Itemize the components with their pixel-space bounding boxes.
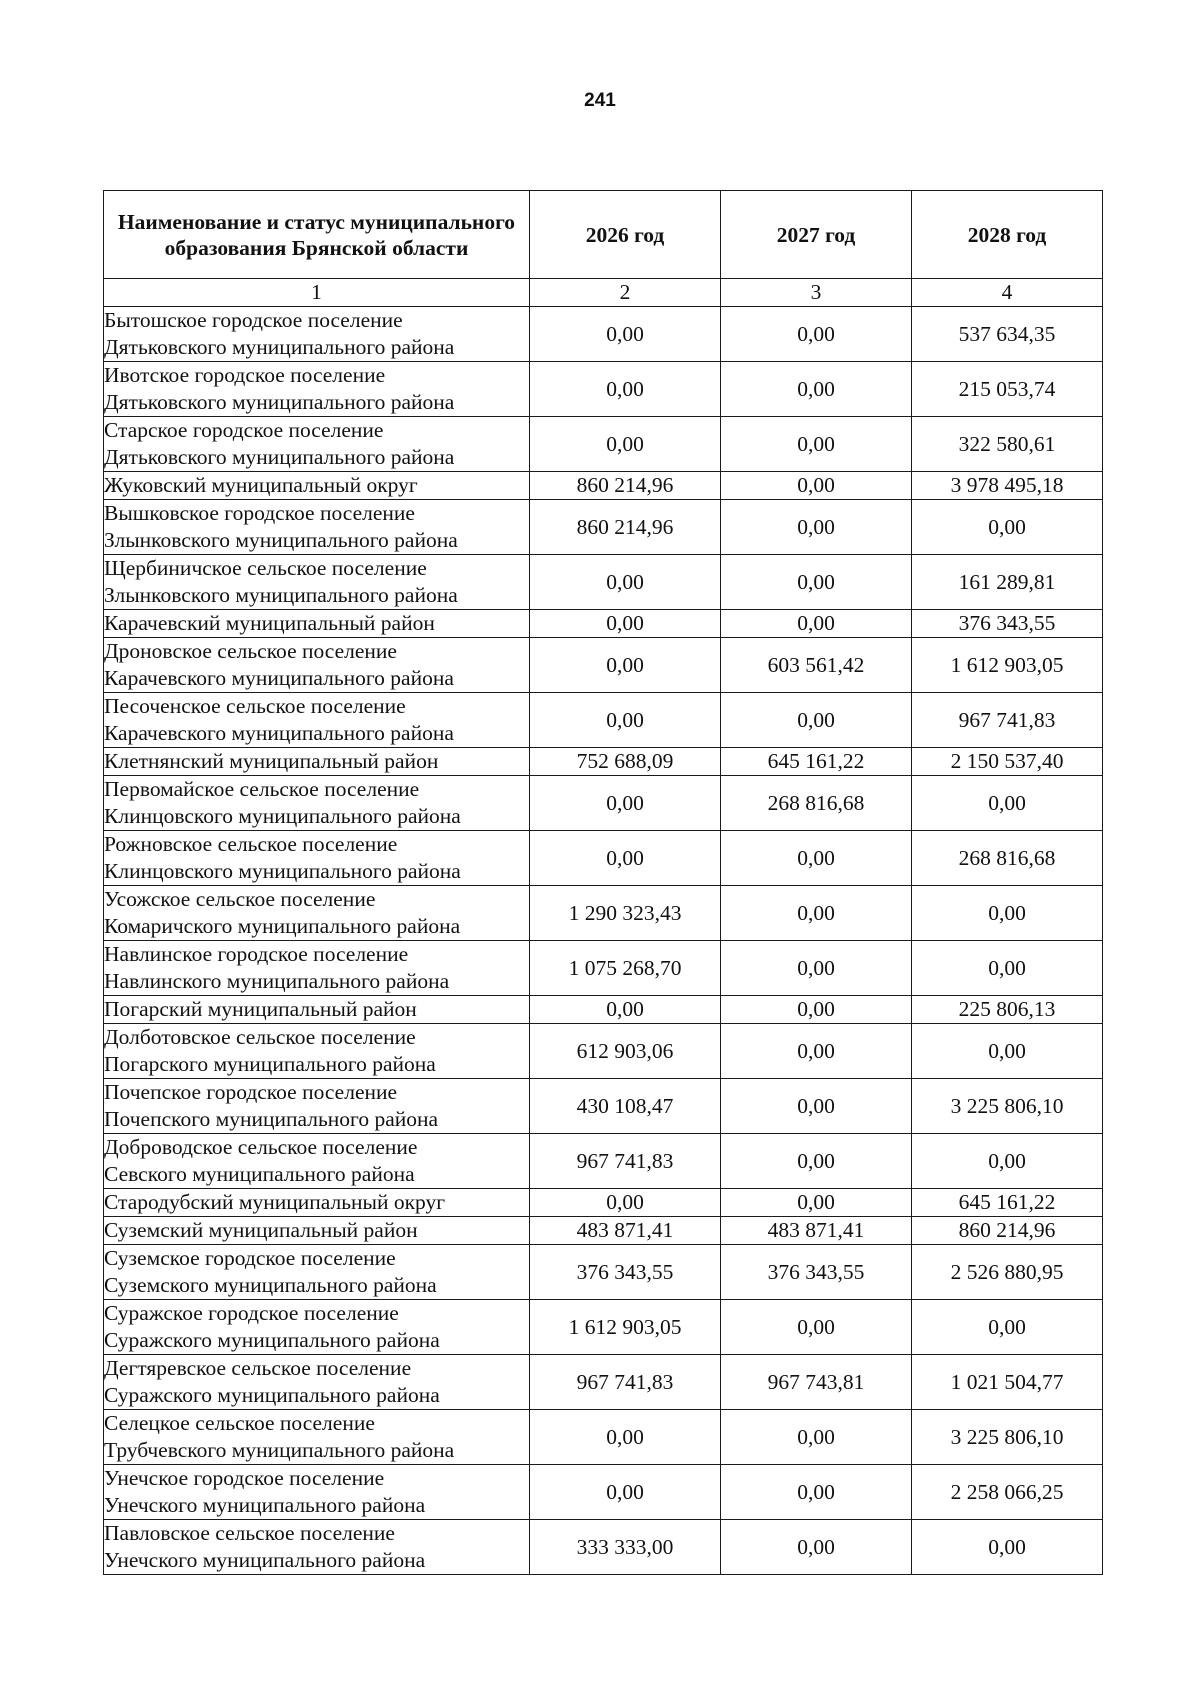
municipality-name bbox=[104, 776, 530, 831]
municipality-name bbox=[104, 1245, 530, 1300]
table-row bbox=[104, 1465, 1103, 1520]
value-2028: 0,00 bbox=[912, 1520, 1103, 1575]
municipality-name-line: Стародубский муниципальный округ bbox=[104, 1190, 446, 1214]
table-row bbox=[104, 748, 1103, 776]
header-2027: 2027 год bbox=[721, 191, 912, 279]
municipality-name-line: Карачевского муниципального района bbox=[104, 721, 454, 745]
municipality-name bbox=[104, 693, 530, 748]
municipality-name bbox=[104, 1300, 530, 1355]
municipality-name-line: Павловское сельское поселение bbox=[104, 1521, 395, 1545]
value-2027: 0,00 bbox=[721, 1024, 912, 1079]
value-2026: 1 612 903,05 bbox=[530, 1300, 721, 1355]
value-2026: 0,00 bbox=[530, 417, 721, 472]
municipality-name bbox=[104, 417, 530, 472]
value-2026: 967 741,83 bbox=[530, 1134, 721, 1189]
municipality-name-line: Карачевский муниципальный район bbox=[104, 611, 435, 635]
table-header-row bbox=[104, 191, 1103, 279]
municipality-name bbox=[104, 748, 530, 776]
value-2027: 0,00 bbox=[721, 1410, 912, 1465]
table-row bbox=[104, 1355, 1103, 1410]
table-row bbox=[104, 610, 1103, 638]
table-row bbox=[104, 307, 1103, 362]
municipality-name bbox=[104, 886, 530, 941]
municipality-name bbox=[104, 941, 530, 996]
value-2027: 0,00 bbox=[721, 472, 912, 500]
header-2026: 2026 год bbox=[530, 191, 721, 279]
table-row bbox=[104, 1189, 1103, 1217]
municipality-name bbox=[104, 610, 530, 638]
municipality-name-line: Севского муниципального района bbox=[104, 1162, 415, 1186]
value-2026: 0,00 bbox=[530, 831, 721, 886]
value-2027: 0,00 bbox=[721, 1465, 912, 1520]
value-2027: 0,00 bbox=[721, 500, 912, 555]
value-2028: 161 289,81 bbox=[912, 555, 1103, 610]
value-2026: 0,00 bbox=[530, 1189, 721, 1217]
table-row bbox=[104, 831, 1103, 886]
value-2028: 376 343,55 bbox=[912, 610, 1103, 638]
value-2028: 322 580,61 bbox=[912, 417, 1103, 472]
table-row bbox=[104, 1024, 1103, 1079]
table-row bbox=[104, 693, 1103, 748]
municipality-name-line: Суражского муниципального района bbox=[104, 1383, 440, 1407]
municipality-name-line: Комаричского муниципального района bbox=[104, 914, 461, 938]
value-2027: 268 816,68 bbox=[721, 776, 912, 831]
value-2026: 0,00 bbox=[530, 362, 721, 417]
value-2027: 0,00 bbox=[721, 307, 912, 362]
municipality-name-line: Навлинского муниципального района bbox=[104, 969, 450, 993]
municipality-name bbox=[104, 555, 530, 610]
value-2026: 1 290 323,43 bbox=[530, 886, 721, 941]
municipality-name-line: Унечское городское поселение bbox=[104, 1466, 385, 1490]
value-2028: 3 225 806,10 bbox=[912, 1410, 1103, 1465]
municipality-name bbox=[104, 1217, 530, 1245]
value-2028: 2 150 537,40 bbox=[912, 748, 1103, 776]
table-row bbox=[104, 362, 1103, 417]
municipality-name bbox=[104, 362, 530, 417]
table-row bbox=[104, 996, 1103, 1024]
table-row bbox=[104, 1300, 1103, 1355]
municipality-name-line: Бытошское городское поселение bbox=[104, 308, 403, 332]
table-row bbox=[104, 555, 1103, 610]
value-2026: 0,00 bbox=[530, 307, 721, 362]
value-2026: 0,00 bbox=[530, 555, 721, 610]
value-2027: 0,00 bbox=[721, 610, 912, 638]
municipality-name-line: Дятьковского муниципального района bbox=[104, 335, 455, 359]
municipality-name-line: Жуковский муниципальный округ bbox=[104, 473, 418, 497]
value-2026: 0,00 bbox=[530, 1465, 721, 1520]
value-2027: 0,00 bbox=[721, 1189, 912, 1217]
table-row bbox=[104, 1245, 1103, 1300]
municipality-name-line: Унечского муниципального района bbox=[104, 1493, 426, 1517]
table-row bbox=[104, 1134, 1103, 1189]
column-number: 3 bbox=[721, 279, 912, 307]
municipality-name-line: Клетнянский муниципальный район bbox=[104, 749, 439, 773]
value-2026: 0,00 bbox=[530, 638, 721, 693]
municipality-name bbox=[104, 1189, 530, 1217]
table-row bbox=[104, 500, 1103, 555]
value-2026: 0,00 bbox=[530, 693, 721, 748]
value-2028: 1 612 903,05 bbox=[912, 638, 1103, 693]
value-2026: 612 903,06 bbox=[530, 1024, 721, 1079]
table-row bbox=[104, 1079, 1103, 1134]
value-2028: 3 978 495,18 bbox=[912, 472, 1103, 500]
value-2028: 215 053,74 bbox=[912, 362, 1103, 417]
municipality-name-line: Клинцовского муниципального района bbox=[104, 859, 461, 883]
value-2028: 537 634,35 bbox=[912, 307, 1103, 362]
municipality-name-line: Старское городское поселение bbox=[104, 418, 384, 442]
value-2027: 0,00 bbox=[721, 1520, 912, 1575]
table-row bbox=[104, 941, 1103, 996]
municipality-name-line: Почепского муниципального района bbox=[104, 1107, 439, 1131]
value-2028: 2 258 066,25 bbox=[912, 1465, 1103, 1520]
municipality-name-line: Злынковского муниципального района bbox=[104, 583, 458, 607]
value-2027: 376 343,55 bbox=[721, 1245, 912, 1300]
column-number-row bbox=[104, 279, 1103, 307]
header-name: Наименование и статус муниципального образования Брянской области bbox=[104, 191, 530, 279]
table-row bbox=[104, 1410, 1103, 1465]
municipality-name-line: Унечского муниципального района bbox=[104, 1548, 426, 1572]
municipality-name bbox=[104, 1079, 530, 1134]
value-2028: 645 161,22 bbox=[912, 1189, 1103, 1217]
table-row bbox=[104, 1217, 1103, 1245]
municipality-name-line: Доброводское сельское поселение bbox=[104, 1135, 418, 1159]
value-2026: 0,00 bbox=[530, 776, 721, 831]
municipality-name-line: Суражское городское поселение bbox=[104, 1301, 399, 1325]
municipality-name bbox=[104, 1134, 530, 1189]
municipality-name-line: Дятьковского муниципального района bbox=[104, 390, 455, 414]
value-2027: 0,00 bbox=[721, 362, 912, 417]
municipality-name bbox=[104, 1024, 530, 1079]
table-row bbox=[104, 472, 1103, 500]
municipality-name-line: Карачевского муниципального района bbox=[104, 666, 454, 690]
value-2028: 0,00 bbox=[912, 1300, 1103, 1355]
value-2026: 483 871,41 bbox=[530, 1217, 721, 1245]
value-2027: 967 743,81 bbox=[721, 1355, 912, 1410]
municipality-name-line: Дегтяревское сельское поселение bbox=[104, 1356, 412, 1380]
table-row bbox=[104, 417, 1103, 472]
value-2026: 1 075 268,70 bbox=[530, 941, 721, 996]
table-row bbox=[104, 776, 1103, 831]
municipality-name-line: Злынковского муниципального района bbox=[104, 528, 458, 552]
value-2027: 0,00 bbox=[721, 1079, 912, 1134]
municipality-name-line: Суземское городское поселение bbox=[104, 1246, 396, 1270]
municipality-name-line: Рожновское сельское поселение bbox=[104, 832, 398, 856]
municipality-name-line: Суземский муниципальный район bbox=[104, 1218, 418, 1242]
value-2028: 2 526 880,95 bbox=[912, 1245, 1103, 1300]
municipality-name-line: Погарский муниципальный район bbox=[104, 997, 417, 1021]
table-row bbox=[104, 638, 1103, 693]
municipality-name-line: Песоченское сельское поселение bbox=[104, 694, 406, 718]
municipality-name-line: Дятьковского муниципального района bbox=[104, 445, 455, 469]
value-2026: 0,00 bbox=[530, 610, 721, 638]
value-2027: 0,00 bbox=[721, 693, 912, 748]
table-body bbox=[104, 307, 1103, 1575]
municipality-name-line: Суземского муниципального района bbox=[104, 1273, 437, 1297]
value-2027: 0,00 bbox=[721, 941, 912, 996]
value-2028: 967 741,83 bbox=[912, 693, 1103, 748]
municipality-name-line: Первомайское сельское поселение bbox=[104, 777, 420, 801]
municipality-name-line: Щербиничское сельское поселение bbox=[104, 556, 427, 580]
value-2027: 0,00 bbox=[721, 417, 912, 472]
municipality-name bbox=[104, 1520, 530, 1575]
municipality-name bbox=[104, 1410, 530, 1465]
value-2028: 225 806,13 bbox=[912, 996, 1103, 1024]
value-2026: 860 214,96 bbox=[530, 500, 721, 555]
value-2028: 0,00 bbox=[912, 1024, 1103, 1079]
value-2026: 0,00 bbox=[530, 996, 721, 1024]
municipality-name-line: Погарского муниципального района bbox=[104, 1052, 436, 1076]
column-number: 2 bbox=[530, 279, 721, 307]
value-2027: 0,00 bbox=[721, 831, 912, 886]
municipality-name-line: Клинцовского муниципального района bbox=[104, 804, 461, 828]
value-2027: 645 161,22 bbox=[721, 748, 912, 776]
value-2027: 0,00 bbox=[721, 555, 912, 610]
municipality-name bbox=[104, 831, 530, 886]
value-2028: 3 225 806,10 bbox=[912, 1079, 1103, 1134]
value-2026: 430 108,47 bbox=[530, 1079, 721, 1134]
value-2026: 333 333,00 bbox=[530, 1520, 721, 1575]
municipality-name-line: Суражского муниципального района bbox=[104, 1328, 440, 1352]
value-2027: 0,00 bbox=[721, 996, 912, 1024]
municipality-name-line: Долботовское сельское поселение bbox=[104, 1025, 416, 1049]
value-2028: 268 816,68 bbox=[912, 831, 1103, 886]
municipality-name-line: Вышковское городское поселение bbox=[104, 501, 415, 525]
value-2026: 752 688,09 bbox=[530, 748, 721, 776]
municipality-name bbox=[104, 307, 530, 362]
value-2027: 0,00 bbox=[721, 1134, 912, 1189]
value-2027: 0,00 bbox=[721, 886, 912, 941]
value-2027: 0,00 bbox=[721, 1300, 912, 1355]
municipality-name bbox=[104, 1355, 530, 1410]
value-2028: 0,00 bbox=[912, 941, 1103, 996]
municipality-name bbox=[104, 1465, 530, 1520]
municipality-name-line: Почепское городское поселение bbox=[104, 1080, 398, 1104]
municipality-name bbox=[104, 638, 530, 693]
value-2028: 0,00 bbox=[912, 500, 1103, 555]
value-2028: 860 214,96 bbox=[912, 1217, 1103, 1245]
value-2026: 860 214,96 bbox=[530, 472, 721, 500]
municipality-name-line: Усожское сельское поселение bbox=[104, 887, 376, 911]
value-2027: 483 871,41 bbox=[721, 1217, 912, 1245]
value-2028: 0,00 bbox=[912, 886, 1103, 941]
municipality-name bbox=[104, 996, 530, 1024]
municipality-name-line: Ивотское городское поселение bbox=[104, 363, 386, 387]
municipality-name bbox=[104, 472, 530, 500]
column-number: 1 bbox=[104, 279, 530, 307]
value-2027: 603 561,42 bbox=[721, 638, 912, 693]
value-2028: 0,00 bbox=[912, 776, 1103, 831]
table-row bbox=[104, 886, 1103, 941]
municipality-name-line: Навлинское городское поселение bbox=[104, 942, 409, 966]
municipality-name-line: Дроновское сельское поселение bbox=[104, 639, 397, 663]
municipality-name bbox=[104, 500, 530, 555]
value-2026: 967 741,83 bbox=[530, 1355, 721, 1410]
value-2026: 0,00 bbox=[530, 1410, 721, 1465]
header-2028: 2028 год bbox=[912, 191, 1103, 279]
budget-table bbox=[103, 190, 1103, 1575]
column-number: 4 bbox=[912, 279, 1103, 307]
table-row bbox=[104, 1520, 1103, 1575]
value-2026: 376 343,55 bbox=[530, 1245, 721, 1300]
value-2028: 0,00 bbox=[912, 1134, 1103, 1189]
municipality-name-line: Трубчевского муниципального района bbox=[104, 1438, 455, 1462]
municipality-name-line: Селецкое сельское поселение bbox=[104, 1411, 375, 1435]
page-number: 241 bbox=[584, 90, 616, 111]
value-2028: 1 021 504,77 bbox=[912, 1355, 1103, 1410]
